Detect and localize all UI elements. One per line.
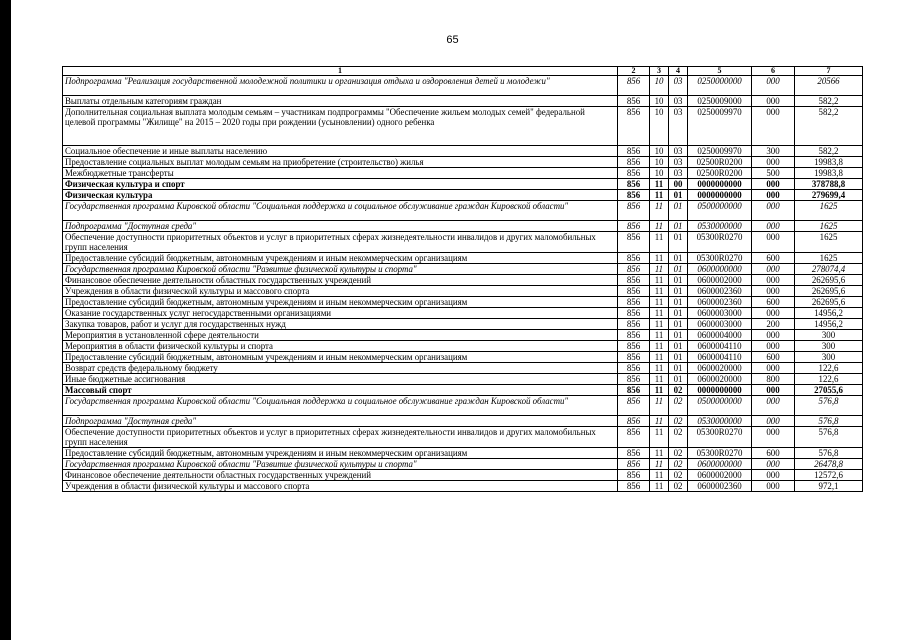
table-row [63,253,863,264]
row-code-subsection: 01 [669,190,688,201]
row-amount: 300 [795,341,863,352]
table-row [63,448,863,459]
row-amount: 262695,6 [795,286,863,297]
row-code-section: 11 [650,481,669,492]
row-description: Оказание государственных услуг негосударственными организациями [63,308,618,319]
row-code-section: 10 [650,107,669,146]
column-header: 6 [752,67,795,76]
row-code-target: 0250009970 [688,107,752,146]
row-code-target: 02500R0200 [688,168,752,179]
table-row [63,157,863,168]
row-code-expense-type: 500 [752,168,795,179]
row-description: Иные бюджетные ассигнования [63,374,618,385]
column-header: 7 [795,67,863,76]
row-code-target: 0530000000 [688,416,752,427]
row-description: Подпрограмма "Реализация государственной молодежной политики и организация отдыха и оздоровления детей и молодежи" [63,76,618,96]
row-code-ministry: 856 [618,264,650,275]
row-description: Предоставление субсидий бюджетным, автономным учреждениям и иным некоммерческим организациям [63,352,618,363]
row-code-ministry: 856 [618,96,650,107]
row-amount: 576,8 [795,448,863,459]
row-code-section: 11 [650,297,669,308]
row-amount: 26478,8 [795,459,863,470]
row-code-target: 0250000000 [688,76,752,96]
row-amount: 20566 [795,76,863,96]
table-row [63,341,863,352]
row-code-ministry: 856 [618,179,650,190]
row-description: Возврат средств федеральному бюджету [63,363,618,374]
row-description: Социальное обеспечение и иные выплаты населению [63,146,618,157]
table-row [63,168,863,179]
row-code-subsection: 02 [669,459,688,470]
row-code-expense-type: 000 [752,286,795,297]
row-code-ministry: 856 [618,385,650,396]
row-description: Подпрограмма "Доступная среда" [63,221,618,232]
row-code-ministry: 856 [618,157,650,168]
row-code-expense-type: 000 [752,385,795,396]
table-row [63,427,863,448]
row-code-subsection: 01 [669,232,688,253]
row-description: Государственная программа Кировской области "Развитие физической культуры и спорта" [63,459,618,470]
row-code-expense-type: 000 [752,157,795,168]
row-code-subsection: 00 [669,179,688,190]
row-code-section: 11 [650,286,669,297]
row-code-expense-type: 000 [752,179,795,190]
row-code-section: 11 [650,179,669,190]
row-code-subsection: 02 [669,416,688,427]
table-row [63,363,863,374]
row-code-expense-type: 000 [752,96,795,107]
row-amount: 582,2 [795,146,863,157]
row-code-ministry: 856 [618,341,650,352]
row-code-section: 10 [650,157,669,168]
table-row [63,107,863,146]
row-code-ministry: 856 [618,374,650,385]
row-code-target: 0000000000 [688,385,752,396]
row-code-subsection: 03 [669,168,688,179]
row-code-section: 11 [650,459,669,470]
row-code-ministry: 856 [618,76,650,96]
row-code-section: 11 [650,221,669,232]
row-description: Мероприятия в области физической культуры и спорта [63,341,618,352]
row-code-expense-type: 000 [752,232,795,253]
row-amount: 262695,6 [795,275,863,286]
table-row [63,470,863,481]
row-description: Государственная программа Кировской области "Социальная поддержка и социальное обслуживание граждан Кировской области" [63,201,618,221]
row-description: Выплаты отдельным категориям граждан [63,96,618,107]
column-header: 2 [618,67,650,76]
row-description: Государственная программа Кировской области "Развитие физической культуры и спорта" [63,264,618,275]
row-amount: 300 [795,330,863,341]
row-code-section: 11 [650,427,669,448]
row-code-target: 0600004110 [688,341,752,352]
row-description: Финансовое обеспечение деятельности областных государственных учреждений [63,470,618,481]
row-code-expense-type: 000 [752,481,795,492]
row-code-expense-type: 800 [752,374,795,385]
row-code-subsection: 01 [669,352,688,363]
row-code-section: 11 [650,363,669,374]
row-code-ministry: 856 [618,275,650,286]
table-row [63,275,863,286]
row-code-target: 02500R0200 [688,157,752,168]
row-code-subsection: 01 [669,330,688,341]
row-code-target: 0600002000 [688,470,752,481]
row-amount: 122,6 [795,363,863,374]
row-code-expense-type: 000 [752,470,795,481]
row-code-subsection: 01 [669,221,688,232]
row-description: Предоставление субсидий бюджетным, автономным учреждениям и иным некоммерческим организациям [63,253,618,264]
table-row [63,264,863,275]
row-code-target: 0600003000 [688,308,752,319]
table-row [63,396,863,416]
row-code-subsection: 02 [669,470,688,481]
row-code-ministry: 856 [618,107,650,146]
row-code-subsection: 01 [669,297,688,308]
row-code-expense-type: 000 [752,341,795,352]
row-code-section: 10 [650,96,669,107]
row-code-section: 11 [650,201,669,221]
row-code-target: 0250009000 [688,96,752,107]
row-code-expense-type: 600 [752,253,795,264]
row-code-subsection: 01 [669,264,688,275]
row-code-subsection: 01 [669,363,688,374]
row-code-subsection: 03 [669,107,688,146]
row-description: Финансовое обеспечение деятельности областных государственных учреждений [63,275,618,286]
table-header-row [63,67,863,76]
row-description: Государственная программа Кировской области "Социальная поддержка и социальное обслуживание граждан Кировской области" [63,396,618,416]
row-code-subsection: 02 [669,427,688,448]
row-code-subsection: 03 [669,146,688,157]
row-description: Учреждения в области физической культуры и массового спорта [63,286,618,297]
row-code-target: 05300R0270 [688,253,752,264]
row-code-target: 0600020000 [688,363,752,374]
row-code-section: 11 [650,253,669,264]
row-description: Физическая культура [63,190,618,201]
row-code-target: 05300R0270 [688,448,752,459]
row-code-expense-type: 200 [752,319,795,330]
table-row [63,352,863,363]
row-amount: 262695,6 [795,297,863,308]
row-amount: 582,2 [795,96,863,107]
row-description: Массовый спорт [63,385,618,396]
row-code-ministry: 856 [618,330,650,341]
table-row [63,459,863,470]
row-code-subsection: 03 [669,76,688,96]
row-code-ministry: 856 [618,232,650,253]
row-code-expense-type: 300 [752,146,795,157]
row-code-target: 0600020000 [688,374,752,385]
row-amount: 14956,2 [795,319,863,330]
table-row [63,416,863,427]
row-code-ministry: 856 [618,146,650,157]
row-code-ministry: 856 [618,190,650,201]
row-code-section: 10 [650,146,669,157]
scan-edge-bar [0,0,11,640]
table-row [63,201,863,221]
table-row [63,385,863,396]
row-code-ministry: 856 [618,221,650,232]
row-code-target: 05300R0270 [688,427,752,448]
row-code-ministry: 856 [618,448,650,459]
row-code-target: 0500000000 [688,201,752,221]
row-description: Подпрограмма "Доступная среда" [63,416,618,427]
row-code-subsection: 02 [669,396,688,416]
row-amount: 378788,8 [795,179,863,190]
row-code-ministry: 856 [618,286,650,297]
row-amount: 1625 [795,221,863,232]
row-code-expense-type: 000 [752,427,795,448]
row-code-ministry: 856 [618,201,650,221]
row-code-target: 0600002360 [688,286,752,297]
table-body [63,76,863,492]
row-amount: 1625 [795,253,863,264]
row-code-subsection: 03 [669,96,688,107]
row-code-subsection: 01 [669,253,688,264]
row-amount: 278074,4 [795,264,863,275]
row-code-section: 11 [650,341,669,352]
row-amount: 1625 [795,232,863,253]
table-row [63,179,863,190]
row-code-target: 0600002360 [688,297,752,308]
table-row [63,232,863,253]
row-code-ministry: 856 [618,470,650,481]
row-description: Межбюджетные трансферты [63,168,618,179]
row-code-section: 11 [650,190,669,201]
column-header: 1 [63,67,618,76]
table-row [63,286,863,297]
row-amount: 1625 [795,201,863,221]
row-description: Мероприятия в установленной сфере деятельности [63,330,618,341]
row-code-subsection: 01 [669,286,688,297]
row-code-target: 0600000000 [688,264,752,275]
row-code-ministry: 856 [618,363,650,374]
row-code-section: 11 [650,319,669,330]
row-code-target: 0530000000 [688,221,752,232]
row-code-section: 11 [650,396,669,416]
row-amount: 576,8 [795,396,863,416]
row-code-subsection: 01 [669,374,688,385]
row-code-subsection: 01 [669,308,688,319]
row-code-expense-type: 000 [752,275,795,286]
row-code-section: 11 [650,470,669,481]
row-code-expense-type: 000 [752,396,795,416]
page-number: 65 [446,34,459,46]
row-code-expense-type: 000 [752,221,795,232]
row-code-ministry: 856 [618,308,650,319]
row-description: Закупка товаров, работ и услуг для государственных нужд [63,319,618,330]
row-amount: 972,1 [795,481,863,492]
row-code-expense-type: 000 [752,264,795,275]
row-code-ministry: 856 [618,416,650,427]
row-code-expense-type: 000 [752,416,795,427]
row-code-subsection: 02 [669,448,688,459]
row-description: Предоставление социальных выплат молодым семьям на приобретение (строительство) жилья [63,157,618,168]
row-description: Предоставление субсидий бюджетным, автономным учреждениям и иным некоммерческим организациям [63,297,618,308]
row-code-subsection: 01 [669,275,688,286]
row-code-section: 11 [650,374,669,385]
row-code-expense-type: 000 [752,107,795,146]
row-amount: 582,2 [795,107,863,146]
row-code-section: 10 [650,168,669,179]
row-code-target: 0600004000 [688,330,752,341]
row-code-target: 0600004110 [688,352,752,363]
row-amount: 14956,2 [795,308,863,319]
row-code-target: 0000000000 [688,179,752,190]
row-code-expense-type: 000 [752,201,795,221]
table-row [63,146,863,157]
row-code-ministry: 856 [618,297,650,308]
row-code-section: 11 [650,448,669,459]
row-code-expense-type: 000 [752,190,795,201]
row-amount: 27055,6 [795,385,863,396]
row-code-expense-type: 000 [752,459,795,470]
column-header: 4 [669,67,688,76]
row-amount: 19983,8 [795,157,863,168]
row-code-subsection: 03 [669,157,688,168]
row-code-section: 11 [650,385,669,396]
table-row [63,96,863,107]
row-amount: 12572,6 [795,470,863,481]
table-row [63,190,863,201]
row-code-expense-type: 600 [752,448,795,459]
column-header: 3 [650,67,669,76]
table-row [63,319,863,330]
table-row [63,221,863,232]
column-header: 5 [688,67,752,76]
row-amount: 576,8 [795,416,863,427]
row-code-expense-type: 600 [752,297,795,308]
row-description: Предоставление субсидий бюджетным, автономным учреждениям и иным некоммерческим организациям [63,448,618,459]
table-row [63,76,863,96]
row-code-target: 0250009970 [688,146,752,157]
row-amount: 122,6 [795,374,863,385]
budget-table [62,66,863,492]
table-row [63,374,863,385]
table-row [63,481,863,492]
row-code-ministry: 856 [618,481,650,492]
row-code-ministry: 856 [618,396,650,416]
row-code-ministry: 856 [618,352,650,363]
row-code-target: 0500000000 [688,396,752,416]
row-code-ministry: 856 [618,253,650,264]
row-code-subsection: 02 [669,481,688,492]
table-row [63,308,863,319]
row-code-expense-type: 000 [752,76,795,96]
row-description: Учреждения в области физической культуры и массового спорта [63,481,618,492]
row-code-target: 0600003000 [688,319,752,330]
row-code-ministry: 856 [618,427,650,448]
table-row [63,297,863,308]
table-row [63,330,863,341]
row-code-expense-type: 600 [752,352,795,363]
row-amount: 279699,4 [795,190,863,201]
row-amount: 576,8 [795,427,863,448]
row-code-target: 0600002360 [688,481,752,492]
row-code-section: 11 [650,352,669,363]
row-code-ministry: 856 [618,168,650,179]
row-code-subsection: 01 [669,201,688,221]
row-code-target: 0600000000 [688,459,752,470]
row-code-expense-type: 000 [752,308,795,319]
row-amount: 300 [795,352,863,363]
row-description: Обеспечение доступности приоритетных объектов и услуг в приоритетных сферах жизнедеятельности инвалидов и других маломобильных групп населения [63,427,618,448]
row-code-subsection: 02 [669,385,688,396]
row-code-ministry: 856 [618,459,650,470]
row-code-section: 10 [650,76,669,96]
row-code-target: 0000000000 [688,190,752,201]
row-code-section: 11 [650,416,669,427]
row-amount: 19983,8 [795,168,863,179]
row-code-expense-type: 000 [752,363,795,374]
row-code-section: 11 [650,330,669,341]
row-description: Физическая культура и спорт [63,179,618,190]
row-code-subsection: 01 [669,319,688,330]
row-code-expense-type: 000 [752,330,795,341]
row-description: Дополнительная социальная выплата молодым семьям – участникам подпрограммы "Обеспечение жильем молодых семей" федеральной целевой программы "Жилище" на 2015 – 2020 годы при рождении (усыновлении) одного ребенка [63,107,618,146]
row-code-section: 11 [650,275,669,286]
row-description: Обеспечение доступности приоритетных объектов и услуг в приоритетных сферах жизнедеятельности инвалидов и других маломобильных групп населения [63,232,618,253]
row-code-ministry: 856 [618,319,650,330]
row-code-target: 0600002000 [688,275,752,286]
row-code-section: 11 [650,264,669,275]
row-code-section: 11 [650,308,669,319]
row-code-subsection: 01 [669,341,688,352]
row-code-target: 05300R0270 [688,232,752,253]
row-code-section: 11 [650,232,669,253]
